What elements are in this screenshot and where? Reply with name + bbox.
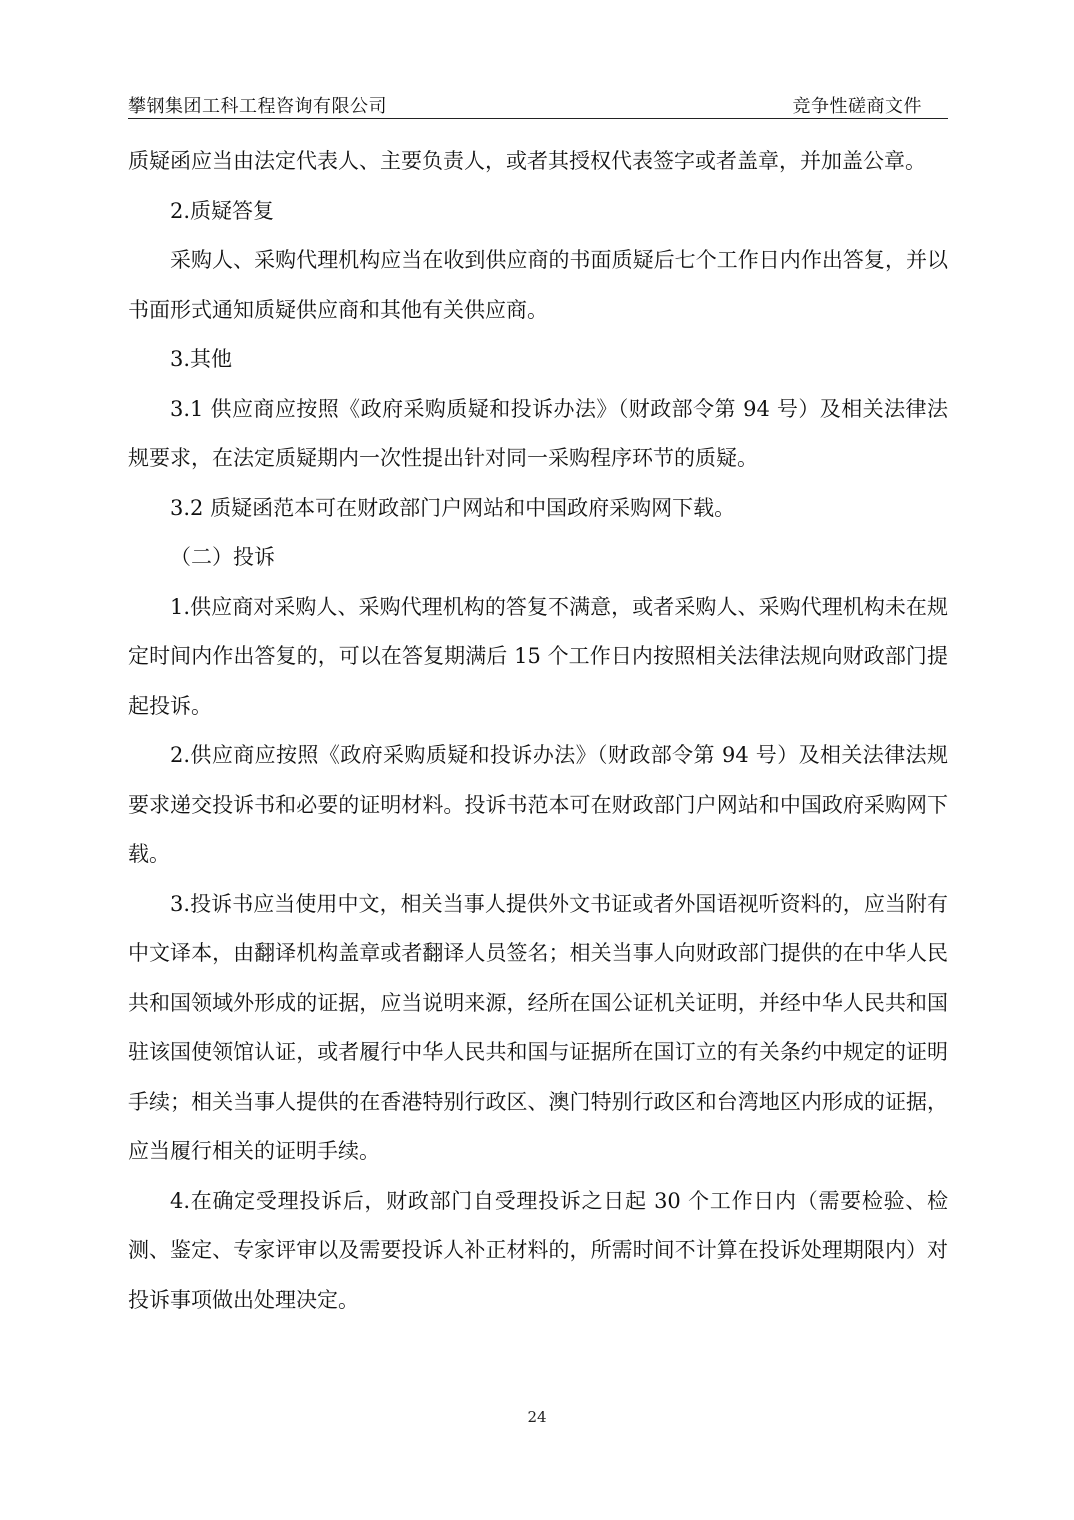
paragraph: 2.供应商应按照《政府采购质疑和投诉办法》（财政部令第 94 号）及相关法律法规要求递交投诉书和必要的证明材料。投诉书范本可在财政部门户网站和中国政府采购网下载。 bbox=[128, 743, 948, 866]
section-heading: （二）投诉 bbox=[170, 545, 275, 569]
header-company-name: 攀钢集团工科工程咨询有限公司 bbox=[128, 96, 387, 117]
paragraph: 3.1 供应商应按照《政府采购质疑和投诉办法》（财政部令第 94 号）及相关法律法规要求，在法定质疑期内一次性提出针对同一采购程序环节的质疑。 bbox=[128, 396, 948, 470]
paragraph: 采购人、采购代理机构应当在收到供应商的书面质疑后七个工作日内作出答复，并以书面形式通知质疑供应商和其他有关供应商。 bbox=[128, 248, 948, 322]
paragraph: 1.供应商对采购人、采购代理机构的答复不满意，或者采购人、采购代理机构未在规定时间内作出答复的，可以在答复期满后 15 个工作日内按照相关法律法规向财政部门提起投诉。 bbox=[128, 594, 948, 718]
section-heading: 3.其他 bbox=[170, 347, 233, 371]
paragraph: 3.2 质疑函范本可在财政部门户网站和中国政府采购网下载。 bbox=[170, 495, 736, 520]
header-document-type: 竞争性磋商文件 bbox=[792, 96, 922, 117]
paragraph: 质疑函应当由法定代表人、主要负责人，或者其授权代表签字或者盖章，并加盖公章。 bbox=[128, 149, 926, 173]
page-header bbox=[128, 88, 948, 119]
document-body bbox=[128, 137, 948, 1325]
paragraph: 3.投诉书应当使用中文，相关当事人提供外文书证或者外国语视听资料的，应当附有中文译本，由翻译机构盖章或者翻译人员签名；相关当事人向财政部门提供的在中华人民共和国领域外形成的证据，应当说明来源，经所在国公证机关证明，并经中华人民共和国驻该国使领馆认证，或者履行中华人民共和国与证据所在国订立的有关条约中规定的证明手续；相关当事人提供的在香港特别行政区、澳门特别行政区和台湾地区内形成的证据，应当履行相关的证明手续。 bbox=[128, 891, 948, 1163]
page-number: 24 bbox=[527, 1408, 547, 1426]
paragraph: 4.在确定受理投诉后，财政部门自受理投诉之日起 30 个工作日内（需要检验、检测、鉴定、专家评审以及需要投诉人补正材料的，所需时间不计算在投诉处理期限内）对投诉事项做出处理决定。 bbox=[128, 1188, 948, 1312]
section-heading: 2.质疑答复 bbox=[170, 198, 275, 223]
